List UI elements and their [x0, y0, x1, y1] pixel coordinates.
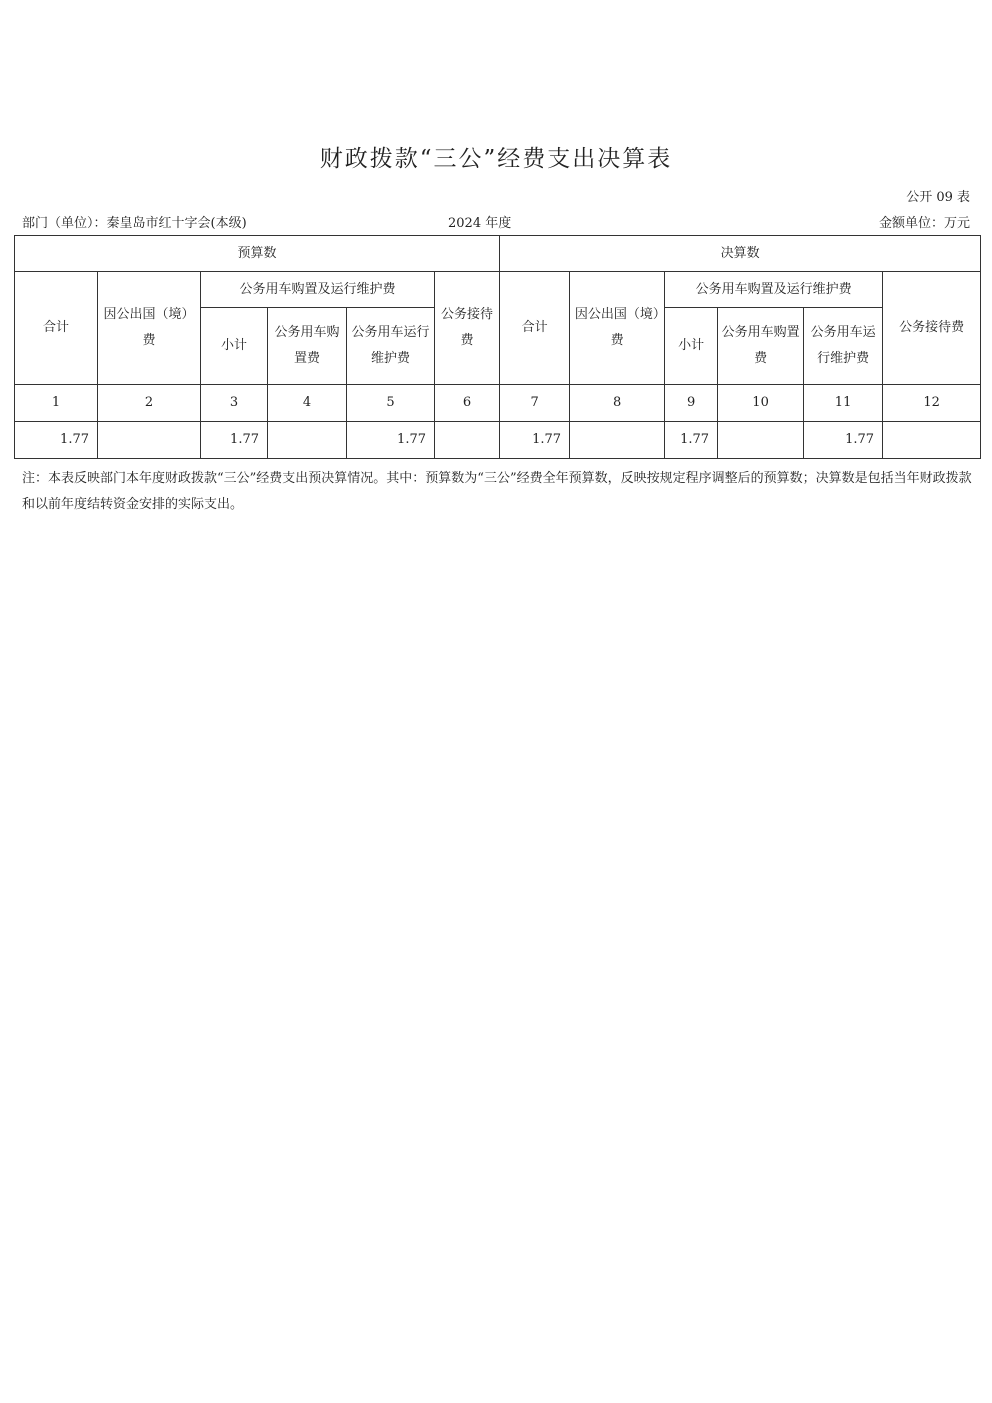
data-cell: 1.77	[15, 422, 98, 459]
group-header-row	[15, 236, 981, 272]
budget-vehicle-group-header: 公务用车购置及运行维护费	[201, 272, 435, 308]
meta-row	[22, 212, 970, 230]
actual-subtotal-header: 小计	[665, 308, 718, 385]
column-number: 8	[570, 385, 665, 422]
column-number: 10	[718, 385, 804, 422]
department-label: 部门（单位）：秦皇岛市红十字会(本级)	[22, 216, 247, 231]
column-number: 5	[347, 385, 435, 422]
column-number: 9	[665, 385, 718, 422]
expenditure-table	[14, 235, 981, 459]
footnote: 注：本表反映部门本年度财政拨款“三公”经费支出预决算情况。其中：预算数为“三公”经费全年预算数，反映按规定程序调整后的预算数；决算数是包括当年财政拨款和以前年度结转资金安排的实际支出。	[22, 471, 972, 512]
column-number: 4	[268, 385, 347, 422]
actual-vehicle-group-header: 公务用车购置及运行维护费	[665, 272, 883, 308]
data-cell: 1.77	[201, 422, 268, 459]
actual-group-header: 决算数	[500, 236, 981, 272]
budget-vehicle-operation-header: 公务用车运行维护费	[347, 308, 435, 385]
unit-label: 金额单位：万元	[878, 216, 970, 231]
data-cell	[268, 422, 347, 459]
budget-reception-header: 公务接待费	[435, 272, 500, 385]
data-cell	[718, 422, 804, 459]
data-cell: 1.77	[804, 422, 883, 459]
data-cell	[435, 422, 500, 459]
column-number: 12	[883, 385, 981, 422]
actual-abroad-header: 因公出国（境）费	[570, 272, 665, 385]
budget-group-header: 预算数	[15, 236, 500, 272]
actual-total-header: 合计	[500, 272, 570, 385]
data-row	[15, 422, 981, 459]
actual-vehicle-purchase-header: 公务用车购置费	[718, 308, 804, 385]
column-number-row	[15, 385, 981, 422]
column-number: 7	[500, 385, 570, 422]
actual-reception-header: 公务接待费	[883, 272, 981, 385]
data-cell: 1.77	[347, 422, 435, 459]
year-label: 2024 年度	[448, 216, 512, 231]
budget-vehicle-purchase-header: 公务用车购置费	[268, 308, 347, 385]
budget-abroad-header: 因公出国（境）费	[98, 272, 201, 385]
column-number: 11	[804, 385, 883, 422]
column-number: 3	[201, 385, 268, 422]
budget-total-header: 合计	[15, 272, 98, 385]
data-cell	[98, 422, 201, 459]
data-cell: 1.77	[500, 422, 570, 459]
column-number: 1	[15, 385, 98, 422]
sub-header-row	[15, 272, 981, 308]
column-number: 6	[435, 385, 500, 422]
data-cell	[570, 422, 665, 459]
page-title: 财政拨款“三公”经费支出决算表	[319, 146, 673, 172]
actual-vehicle-operation-header: 公务用车运行维护费	[804, 308, 883, 385]
data-cell	[883, 422, 981, 459]
budget-subtotal-header: 小计	[201, 308, 268, 385]
data-cell: 1.77	[665, 422, 718, 459]
column-number: 2	[98, 385, 201, 422]
form-code: 公开 09 表	[906, 190, 970, 205]
